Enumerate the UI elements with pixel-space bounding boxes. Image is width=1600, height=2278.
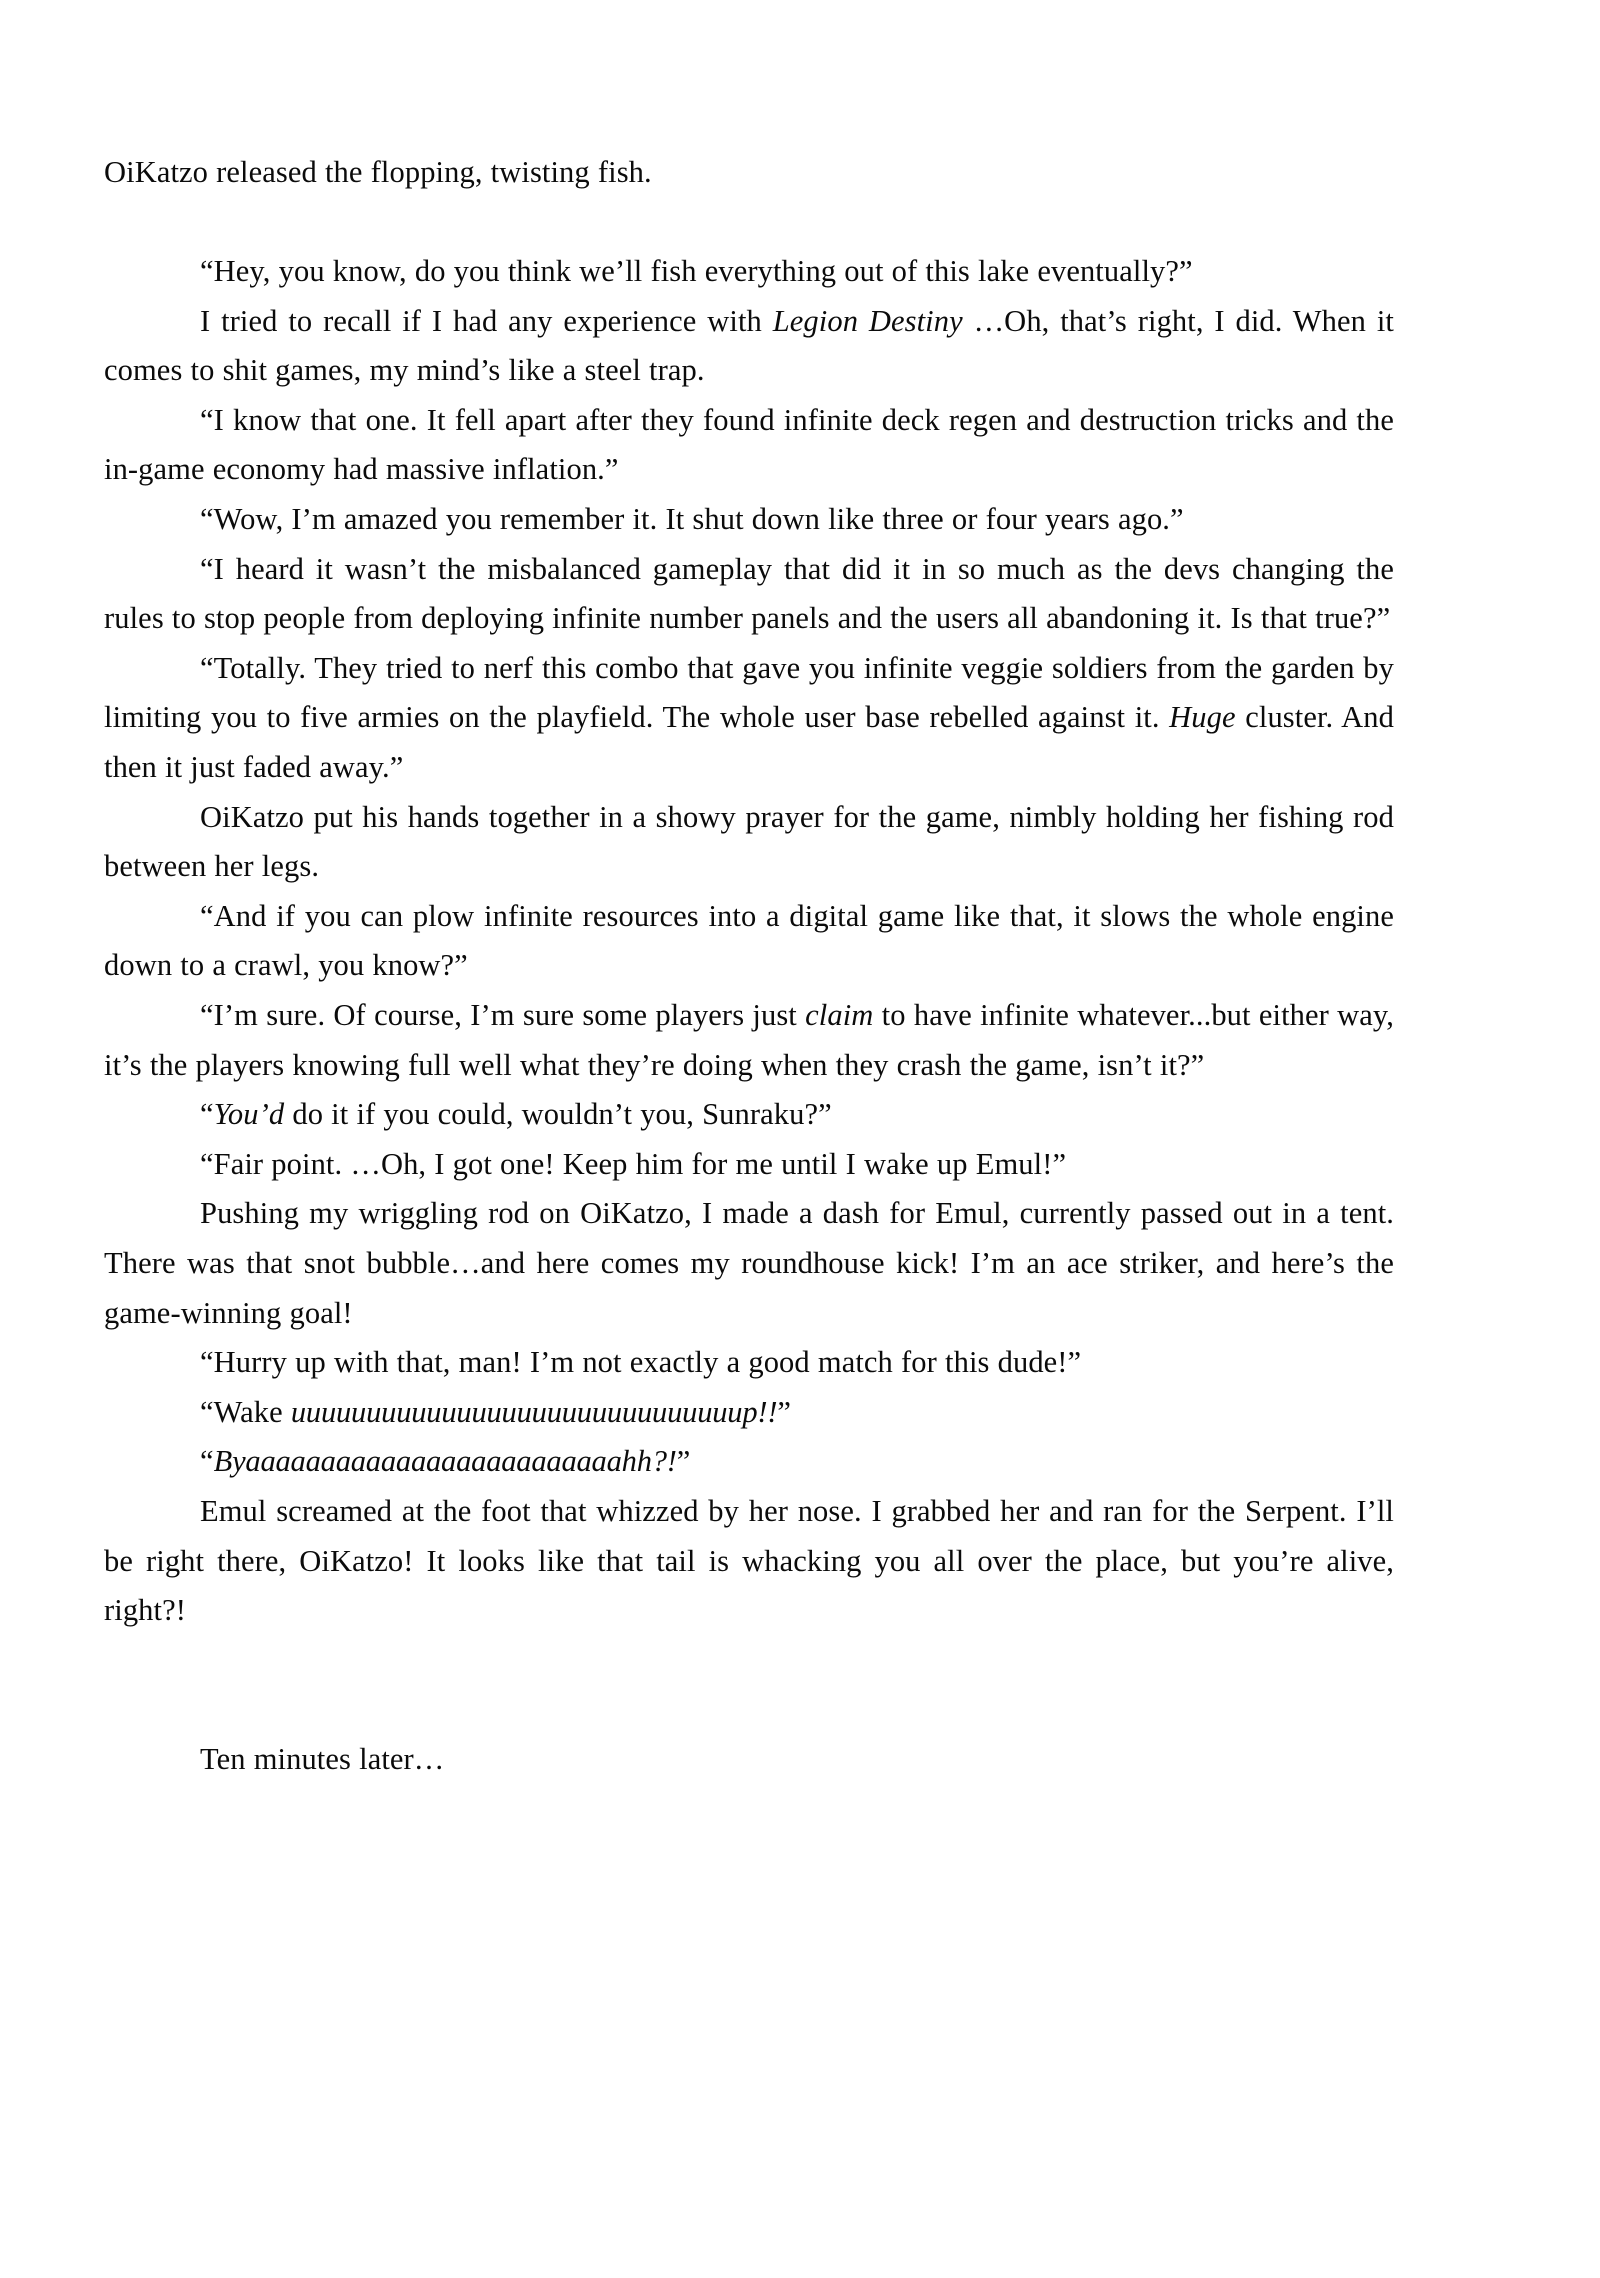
paragraph-dialogue-fair-point: “Fair point. …Oh, I got one! Keep him for me until I wake up Emul!” <box>200 1146 1067 1181</box>
paragraph-dialogue-misbalanced: “I heard it wasn’t the misbalanced gameplay that did it in so much as the devs changing the rules to stop people from deploying infinite number panels and the users all abandoning it. Is that true?” <box>104 551 1394 636</box>
paragraph-shout-byaaah <box>104 1437 1394 1487</box>
paragraph-scene-break-ten-minutes: Ten minutes later… <box>200 1741 445 1776</box>
italic-game-title: Legion Destiny <box>772 303 963 338</box>
italic-emphasis-huge: Huge <box>1169 700 1236 735</box>
text-run-roman: do it if you could, wouldn’t you, Sunraku?” <box>284 1097 832 1132</box>
italic-emphasis-youd: You’d <box>213 1097 285 1132</box>
text-run-roman: to have infinite whatever...but either way, it’s the players knowing full well what they’re doing when they crash the game, isn’t it?” <box>104 998 1395 1082</box>
paragraph-dialogue-hurry-up: “Hurry up with that, man! I’m not exactly a good match for this dude!” <box>200 1345 1082 1380</box>
paragraph-dialogue-deck-regen: “I know that one. It fell apart after they found infinite deck regen and destruction tricks and the in-game economy had massive inflation.” <box>104 402 1394 487</box>
text-run-roman: “ <box>200 1444 214 1479</box>
text-run-roman: I tried to recall if I had any experience with <box>200 303 773 338</box>
italic-shout-stretched-up: uuuuuuuuuuuuuuuuuuuuuuuuuuuuuup!! <box>290 1394 778 1429</box>
text-run-roman: “I’m sure. Of course, I’m sure some players just <box>200 998 806 1032</box>
text-run-roman: …Oh, that’s right, I did. When it comes to shit games, my mind’s like a steel trap. <box>104 303 1394 388</box>
paragraph-roundhouse-kick: Pushing my wriggling rod on OiKatzo, I made a dash for Emul, currently passed out in a tent. There was that snot bubble…and here comes my roundhouse kick! I’m an ace striker, and here’s the game-winning goal! <box>104 1196 1394 1330</box>
paragraph-dialogue-claim-infinite <box>104 991 1394 1090</box>
paragraph-legion-destiny <box>104 297 1394 396</box>
italic-shout-byaaah: Byaaaaaaaaaaaaaaaaaaaaaaaaahh?! <box>213 1444 677 1479</box>
paragraph-opening: OiKatzo released the flopping, twisting fish. <box>104 155 652 189</box>
paragraph-shout-wake-up <box>104 1388 1394 1438</box>
text-run-roman: ” <box>676 1444 691 1479</box>
paragraph-oikatzo-prayer: OiKatzo put his hands together in a showy prayer for the game, nimbly holding her fishing rod between her legs. <box>104 799 1394 884</box>
paragraph-dialogue-engine-crawl: “And if you can plow infinite resources into a digital game like that, it slows the whole engine down to a crawl, you know?” <box>104 898 1394 983</box>
paragraph-dialogue-fish-lake: “Hey, you know, do you think we’ll fish everything out of this lake eventually?” <box>200 254 1193 289</box>
text-run-roman: ” <box>777 1394 791 1429</box>
paragraph-emul-screamed: Emul screamed at the foot that whizzed by her nose. I grabbed her and ran for the Serpent. I’ll be right there, OiKatzo! It looks like that tail is whacking you all over the place, but you’re alive, right?! <box>104 1493 1394 1628</box>
italic-emphasis-claim: claim <box>805 998 874 1032</box>
paragraph-dialogue-shut-down: “Wow, I’m amazed you remember it. It shut down like three or four years ago.” <box>200 502 1184 537</box>
body-text-column <box>104 148 1394 1784</box>
text-run-roman: cluster. And then it just faded away.” <box>104 700 1394 785</box>
paragraph-dialogue-youd-do-it <box>104 1090 1394 1140</box>
text-run-roman: “Wake <box>200 1394 291 1429</box>
text-run-roman: “Totally. They tried to nerf this combo that gave you infinite veggie soldiers from the garden by limiting you to five armies on the playfield. The whole user base rebelled against it. <box>104 650 1394 735</box>
text-run-roman: “ <box>200 1097 214 1132</box>
paragraph-dialogue-veggie-soldiers <box>104 644 1394 793</box>
